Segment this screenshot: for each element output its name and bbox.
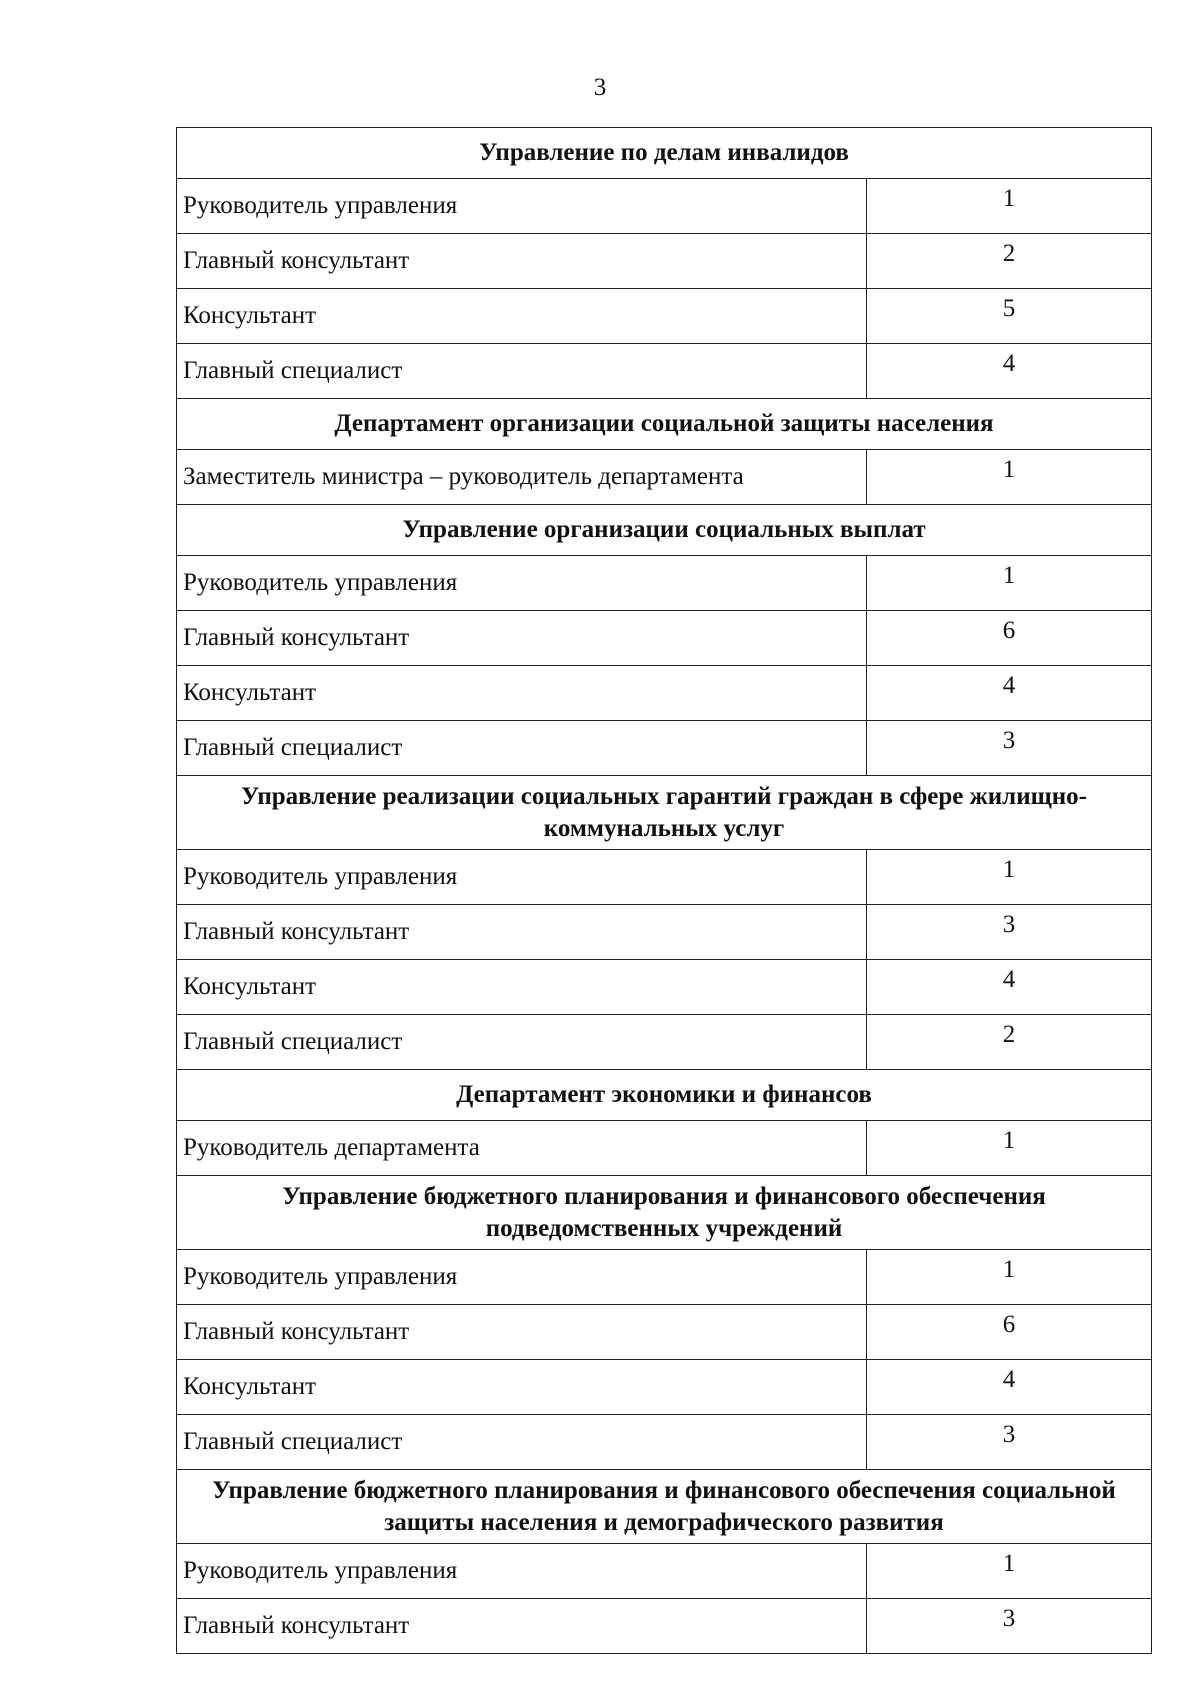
- table-row: [177, 234, 1152, 289]
- position-count: 3: [867, 905, 1152, 960]
- table-row: [177, 905, 1152, 960]
- position-count: 1: [867, 1250, 1152, 1305]
- position-count: 4: [867, 960, 1152, 1015]
- position-title: Консультант: [177, 960, 867, 1015]
- staffing-table: [176, 127, 1152, 1654]
- position-count: 1: [867, 450, 1152, 505]
- position-count: 1: [867, 1121, 1152, 1176]
- page-number: 3: [593, 74, 607, 101]
- position-title: Консультант: [177, 1360, 867, 1415]
- table-row: [177, 850, 1152, 905]
- position-count: 3: [867, 721, 1152, 776]
- position-title: Руководитель управления: [177, 1544, 867, 1599]
- position-count: 1: [867, 1544, 1152, 1599]
- section-title: Департамент организации социальной защиты населения: [177, 399, 1152, 450]
- table-row: [177, 611, 1152, 666]
- section-title: Управление бюджетного планирования и финансового обеспечения подведомственных учреждений: [177, 1176, 1152, 1250]
- position-title: Главный специалист: [177, 344, 867, 399]
- position-count: 6: [867, 1305, 1152, 1360]
- table-row: [177, 556, 1152, 611]
- position-title: Главный консультант: [177, 1599, 867, 1654]
- position-title: Руководитель управления: [177, 179, 867, 234]
- table-row: [177, 960, 1152, 1015]
- position-count: 4: [867, 1360, 1152, 1415]
- section-header: [177, 1070, 1152, 1121]
- table-row: [177, 1305, 1152, 1360]
- position-title: Главный консультант: [177, 1305, 867, 1360]
- position-count: 2: [867, 234, 1152, 289]
- section-header: [177, 399, 1152, 450]
- position-title: Руководитель управления: [177, 1250, 867, 1305]
- section-title: Управление по делам инвалидов: [177, 128, 1152, 179]
- table-row: [177, 1015, 1152, 1070]
- table-row: [177, 666, 1152, 721]
- position-count: 4: [867, 666, 1152, 721]
- position-count: 3: [867, 1599, 1152, 1654]
- position-title: Главный специалист: [177, 1415, 867, 1470]
- section-title: Управление бюджетного планирования и финансового обеспечения социальной защиты населения и демографического развития: [177, 1470, 1152, 1544]
- position-count: 5: [867, 289, 1152, 344]
- table-row: [177, 1544, 1152, 1599]
- position-title: Заместитель министра – руководитель департамента: [177, 450, 867, 505]
- table-row: [177, 289, 1152, 344]
- section-header: [177, 776, 1152, 850]
- section-header: [177, 1176, 1152, 1250]
- table-row: [177, 1250, 1152, 1305]
- table-row: [177, 1360, 1152, 1415]
- position-count: 3: [867, 1415, 1152, 1470]
- position-title: Руководитель управления: [177, 556, 867, 611]
- position-title: Консультант: [177, 666, 867, 721]
- table-row: [177, 450, 1152, 505]
- table-row: [177, 179, 1152, 234]
- position-title: Главный консультант: [177, 234, 867, 289]
- section-title: Департамент экономики и финансов: [177, 1070, 1152, 1121]
- table-row: [177, 721, 1152, 776]
- position-count: 2: [867, 1015, 1152, 1070]
- table-row: [177, 344, 1152, 399]
- section-title: Управление организации социальных выплат: [177, 505, 1152, 556]
- position-title: Главный специалист: [177, 721, 867, 776]
- position-count: 1: [867, 556, 1152, 611]
- section-header: [177, 1470, 1152, 1544]
- position-count: 1: [867, 179, 1152, 234]
- section-header: [177, 505, 1152, 556]
- section-title: Управление реализации социальных гарантий граждан в сфере жилищно-коммунальных услуг: [177, 776, 1152, 850]
- position-title: Руководитель департамента: [177, 1121, 867, 1176]
- section-header: [177, 128, 1152, 179]
- table-row: [177, 1599, 1152, 1654]
- position-count: 6: [867, 611, 1152, 666]
- position-count: 1: [867, 850, 1152, 905]
- table-row: [177, 1415, 1152, 1470]
- position-title: Главный консультант: [177, 611, 867, 666]
- position-title: Консультант: [177, 289, 867, 344]
- position-title: Главный специалист: [177, 1015, 867, 1070]
- position-title: Главный консультант: [177, 905, 867, 960]
- position-title: Руководитель управления: [177, 850, 867, 905]
- table-row: [177, 1121, 1152, 1176]
- position-count: 4: [867, 344, 1152, 399]
